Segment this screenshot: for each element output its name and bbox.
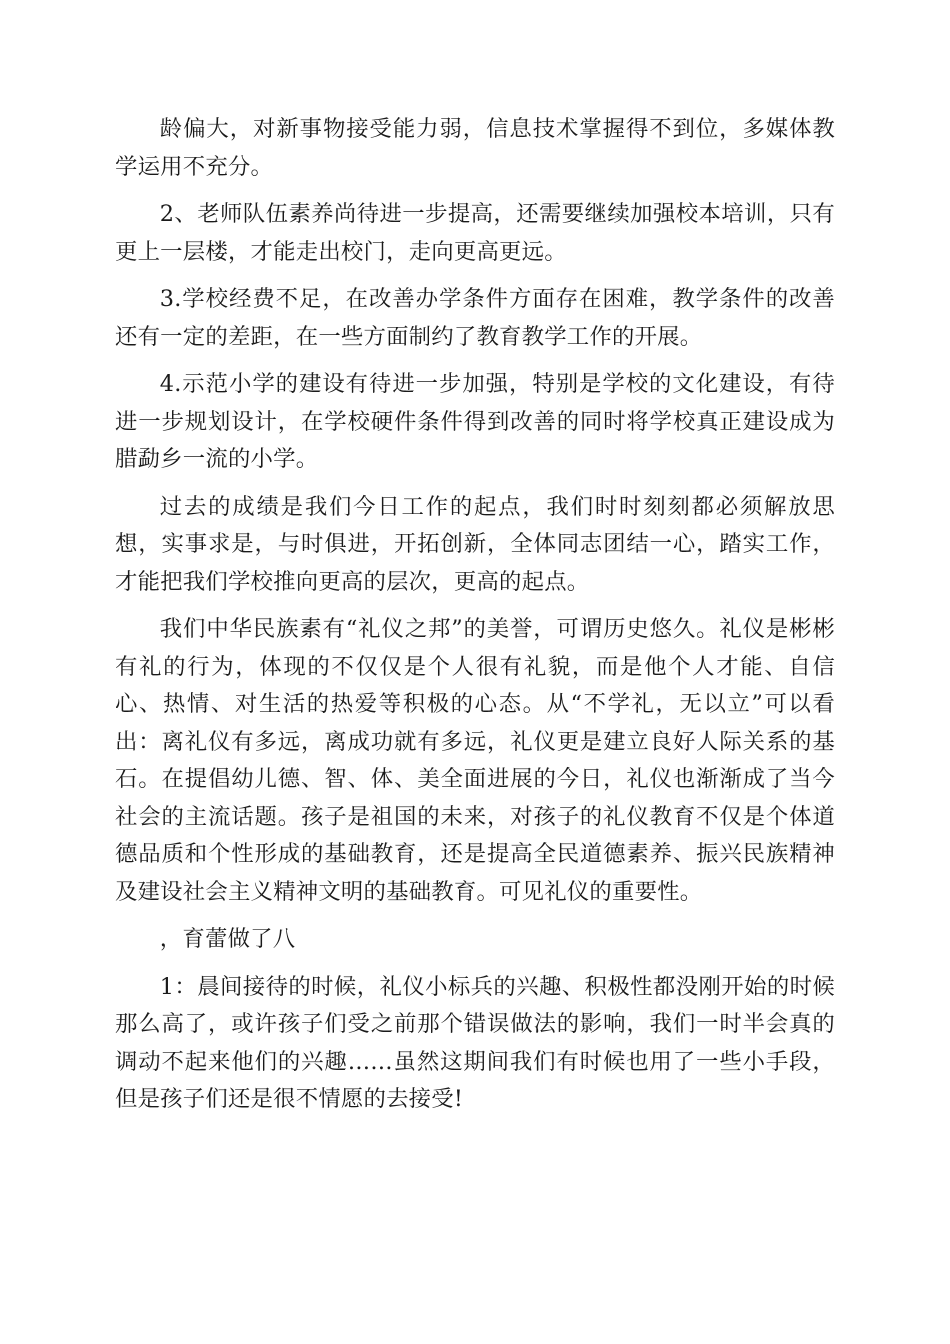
paragraph-fragment: ，育蕾做了八 xyxy=(159,926,296,952)
paragraph-item-3: 3.学校经费不足，在改善办学条件方面存在困难，教学条件的改善还有一定的差距，在一些方面制约了教育教学工作的开展。 xyxy=(115,286,835,350)
paragraph-continuation: 龄偏大，对新事物接受能力弱，信息技术掌握得不到位，多媒体教学运用不充分。 xyxy=(115,116,835,180)
paragraph-etiquette-intro: 我们中华民族素有“礼仪之邦”的美誉，可谓历史悠久。礼仪是彬彬有礼的行为，体现的不仅仅是个人很有礼貌，而是他个人才能、自信心、热情、对生活的热爱等积极的心态。从“不学礼，无以立”可以看出：离礼仪有多远，离成功就有多远，礼仪更是建立良好人际关系的基石。在提倡幼儿德、智、体、美全面进展的今日，礼仪也渐渐成了当今社会的主流话题。孩子是祖国的未来，对孩子的礼仪教育不仅是个体道德品质和个性形成的基础教育，还是提高全民道德素养、振兴民族精神及建设社会主义精神文明的基础教育。可见礼仪的重要性。 xyxy=(115,616,835,905)
document-body xyxy=(115,111,835,1129)
paragraph-item-4: 4.示范小学的建设有待进一步加强，特别是学校的文化建设，有待进一步规划设计，在学校硬件条件得到改善的同时将学校真正建设成为腊勐乡一流的小学。 xyxy=(115,371,835,472)
paragraph-item-1-morning: 1：晨间接待的时候，礼仪小标兵的兴趣、积极性都没刚开始的时候那么高了，或许孩子们受之前那个错误做法的影响，我们一时半会真的调动不起来他们的兴趣……虽然这期间我们有时候也用了一些小手段，但是孩子们还是很不情愿的去接受! xyxy=(115,973,835,1112)
paragraph-item-2: 2、老师队伍素养尚待进一步提高，还需要继续加强校本培训，只有更上一层楼，才能走出校门，走向更高更远。 xyxy=(115,201,835,265)
paragraph-conclusion: 过去的成绩是我们今日工作的起点，我们时时刻刻都必须解放思想，实事求是，与时俱进，开拓创新，全体同志团结一心，踏实工作，才能把我们学校推向更高的层次，更高的起点。 xyxy=(115,493,835,595)
